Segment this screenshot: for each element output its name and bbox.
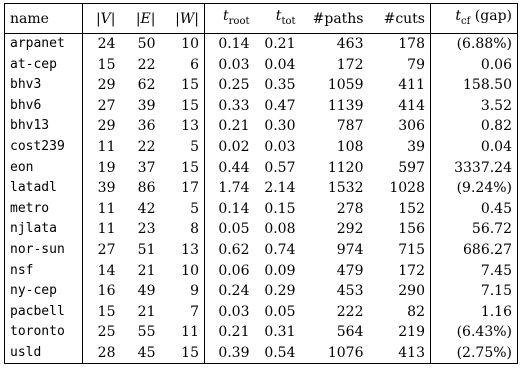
cell-t-root: 0.14 <box>218 200 250 217</box>
cell-t-root: 0.05 <box>218 221 250 238</box>
cell-t-root: 0.02 <box>218 139 250 156</box>
cell-t-tot: 0.04 <box>264 56 296 73</box>
cell-paths: 479 <box>336 262 364 279</box>
table-row <box>5 54 518 75</box>
cell-cuts: 152 <box>369 199 431 220</box>
cell-e: 86 <box>137 180 156 197</box>
cell-v: 29 <box>97 118 116 135</box>
header-e-text: |E| <box>135 10 156 27</box>
cell-t-root: 0.44 <box>218 159 250 176</box>
cell-w: 6 <box>161 54 205 75</box>
cell-v: 11 <box>97 139 116 156</box>
cell-w: 7 <box>161 302 205 323</box>
cell-paths: 453 <box>336 283 364 300</box>
header-v-text: |V| <box>95 10 116 27</box>
cell-v: 27 <box>97 97 116 114</box>
header-t-tot-base: t <box>275 8 282 24</box>
cell-t-tot: 0.30 <box>264 118 296 135</box>
cell-t-cf: 0.04 <box>480 139 512 156</box>
header-v <box>83 4 121 34</box>
cell-e: 62 <box>137 77 156 94</box>
cell-e: 55 <box>137 324 156 341</box>
header-t-root-sub: root <box>228 15 250 27</box>
cell-t-tot: 0.09 <box>264 262 296 279</box>
table-row <box>5 302 518 323</box>
cell-t-cf: (2.75%) <box>456 345 512 361</box>
cell-w: 10 <box>161 33 205 54</box>
cell-e: 49 <box>137 283 156 300</box>
cell-w: 10 <box>161 260 205 281</box>
cell-cuts: 82 <box>369 302 431 323</box>
header-t-tot <box>255 4 301 34</box>
cell-t-root: 1.74 <box>218 180 250 197</box>
header-t-root <box>205 4 255 34</box>
cell-t-tot: 0.15 <box>264 200 296 217</box>
cell-paths: 974 <box>336 242 364 259</box>
cell-cuts: 172 <box>369 260 431 281</box>
table-row <box>5 240 518 261</box>
cell-t-tot: 0.05 <box>264 303 296 320</box>
cell-cuts: 156 <box>369 219 431 240</box>
results-table-container <box>4 3 517 364</box>
cell-t-tot: 2.14 <box>264 180 296 197</box>
cell-paths: 1076 <box>327 345 364 361</box>
cell-t-cf: 0.06 <box>480 56 512 73</box>
cell-t-tot: 0.08 <box>264 221 296 238</box>
cell-v: 28 <box>97 345 116 361</box>
header-name: name <box>5 4 83 34</box>
cell-t-cf: (9.24%) <box>456 180 512 197</box>
table-row <box>5 260 518 281</box>
cell-v: 24 <box>97 36 116 53</box>
cell-name: latadl <box>5 178 83 199</box>
cell-t-tot: 0.74 <box>264 242 296 259</box>
cell-v: 16 <box>97 283 116 300</box>
cell-t-cf: 3337.24 <box>454 159 512 176</box>
cell-v: 19 <box>97 159 116 176</box>
cell-w: 15 <box>161 75 205 96</box>
cell-name: metro <box>5 199 83 220</box>
cell-paths: 1059 <box>327 77 364 94</box>
cell-e: 45 <box>137 345 156 361</box>
header-t-tot-sub: tot <box>281 15 296 27</box>
cell-name: njlata <box>5 219 83 240</box>
cell-cuts: 715 <box>369 240 431 261</box>
cell-t-root: 0.24 <box>218 283 250 300</box>
cell-t-tot: 0.47 <box>264 97 296 114</box>
table-row <box>5 178 518 199</box>
cell-name: bhv6 <box>5 96 83 117</box>
table-body <box>5 33 518 364</box>
header-w <box>161 4 205 34</box>
cell-name: toronto <box>5 322 83 343</box>
cell-t-cf: 686.27 <box>463 242 512 259</box>
cell-paths: 463 <box>336 36 364 53</box>
table-row <box>5 137 518 158</box>
cell-t-tot: 0.35 <box>264 77 296 94</box>
table-row <box>5 199 518 220</box>
cell-v: 39 <box>97 180 116 197</box>
cell-w: 15 <box>161 157 205 178</box>
cell-name: eon <box>5 157 83 178</box>
cell-name: pacbell <box>5 302 83 323</box>
cell-t-cf: 1.16 <box>480 303 512 320</box>
cell-cuts: 178 <box>369 33 431 54</box>
cell-t-root: 0.25 <box>218 77 250 94</box>
cell-v: 11 <box>97 200 116 217</box>
table-row <box>5 343 518 364</box>
cell-t-root: 0.03 <box>218 56 250 73</box>
cell-paths: 1532 <box>327 180 364 197</box>
cell-paths: 1139 <box>327 97 364 114</box>
cell-w: 8 <box>161 219 205 240</box>
results-table <box>4 3 518 364</box>
cell-t-root: 0.33 <box>218 97 250 114</box>
cell-t-tot: 0.21 <box>264 36 296 53</box>
table-row <box>5 116 518 137</box>
cell-cuts: 411 <box>369 75 431 96</box>
cell-paths: 222 <box>336 303 364 320</box>
cell-w: 13 <box>161 116 205 137</box>
cell-name: bhv3 <box>5 75 83 96</box>
header-w-text: |W| <box>175 10 199 27</box>
cell-w: 17 <box>161 178 205 199</box>
cell-cuts: 219 <box>369 322 431 343</box>
cell-w: 15 <box>161 96 205 117</box>
cell-v: 14 <box>97 262 116 279</box>
header-t-cf-suffix: (gap) <box>470 8 512 24</box>
cell-t-tot: 0.54 <box>264 345 296 361</box>
cell-cuts: 1028 <box>369 178 431 199</box>
cell-t-cf: 7.45 <box>480 262 512 279</box>
cell-e: 37 <box>137 159 156 176</box>
cell-w: 15 <box>161 343 205 364</box>
cell-name: nor-sun <box>5 240 83 261</box>
cell-e: 36 <box>137 118 156 135</box>
cell-t-tot: 0.03 <box>264 139 296 156</box>
cell-t-root: 0.62 <box>218 242 250 259</box>
cell-v: 15 <box>97 56 116 73</box>
cell-paths: 1120 <box>327 159 364 176</box>
cell-t-cf: (6.88%) <box>456 36 512 53</box>
table-row <box>5 33 518 54</box>
table-row <box>5 96 518 117</box>
cell-e: 50 <box>137 36 156 53</box>
header-t-cf-base: t <box>455 8 462 24</box>
cell-t-root: 0.14 <box>218 36 250 53</box>
cell-w: 5 <box>161 199 205 220</box>
table-header-row <box>5 4 518 34</box>
cell-t-root: 0.03 <box>218 303 250 320</box>
cell-e: 22 <box>137 139 156 156</box>
cell-v: 25 <box>97 324 116 341</box>
cell-name: arpanet <box>5 33 83 54</box>
table-row <box>5 281 518 302</box>
cell-e: 21 <box>137 262 156 279</box>
cell-t-root: 0.39 <box>218 345 250 361</box>
cell-e: 51 <box>137 242 156 259</box>
cell-v: 11 <box>97 221 116 238</box>
cell-v: 15 <box>97 303 116 320</box>
header-t-cf-sub: cf <box>461 15 471 27</box>
cell-name: usld <box>5 343 83 364</box>
cell-paths: 172 <box>336 56 364 73</box>
cell-name: at-cep <box>5 54 83 75</box>
table-row <box>5 75 518 96</box>
cell-t-cf: 0.82 <box>480 118 512 135</box>
cell-e: 39 <box>137 97 156 114</box>
cell-cuts: 414 <box>369 96 431 117</box>
cell-cuts: 39 <box>369 137 431 158</box>
cell-cuts: 597 <box>369 157 431 178</box>
cell-t-tot: 0.57 <box>264 159 296 176</box>
cell-v: 29 <box>97 77 116 94</box>
cell-name: ny-cep <box>5 281 83 302</box>
cell-name: nsf <box>5 260 83 281</box>
cell-t-cf: 56.72 <box>471 221 512 238</box>
cell-name: bhv13 <box>5 116 83 137</box>
cell-cuts: 290 <box>369 281 431 302</box>
cell-t-cf: (6.43%) <box>456 324 512 341</box>
cell-w: 11 <box>161 322 205 343</box>
cell-w: 9 <box>161 281 205 302</box>
cell-cuts: 413 <box>369 343 431 364</box>
header-paths: #paths <box>301 4 369 34</box>
table-row <box>5 322 518 343</box>
cell-e: 22 <box>137 56 156 73</box>
header-e <box>121 4 161 34</box>
cell-w: 5 <box>161 137 205 158</box>
cell-t-cf: 158.50 <box>463 77 512 94</box>
cell-cuts: 306 <box>369 116 431 137</box>
cell-t-root: 0.06 <box>218 262 250 279</box>
cell-paths: 564 <box>336 324 364 341</box>
cell-t-cf: 0.45 <box>480 200 512 217</box>
cell-v: 27 <box>97 242 116 259</box>
cell-w: 13 <box>161 240 205 261</box>
header-t-root-base: t <box>223 8 229 24</box>
cell-name: cost239 <box>5 137 83 158</box>
cell-t-tot: 0.29 <box>264 283 296 300</box>
cell-paths: 108 <box>336 139 364 156</box>
cell-t-root: 0.21 <box>218 118 250 135</box>
cell-t-root: 0.21 <box>218 324 250 341</box>
cell-t-tot: 0.31 <box>264 324 296 341</box>
table-row <box>5 219 518 240</box>
cell-cuts: 79 <box>369 54 431 75</box>
cell-paths: 278 <box>336 200 364 217</box>
cell-paths: 787 <box>336 118 364 135</box>
cell-t-cf: 7.15 <box>480 283 512 300</box>
cell-paths: 292 <box>336 221 364 238</box>
cell-t-cf: 3.52 <box>480 97 512 114</box>
table-row <box>5 157 518 178</box>
header-t-cf <box>431 4 518 34</box>
header-cuts: #cuts <box>369 4 431 34</box>
cell-e: 21 <box>137 303 156 320</box>
cell-e: 23 <box>137 221 156 238</box>
cell-e: 42 <box>137 200 156 217</box>
